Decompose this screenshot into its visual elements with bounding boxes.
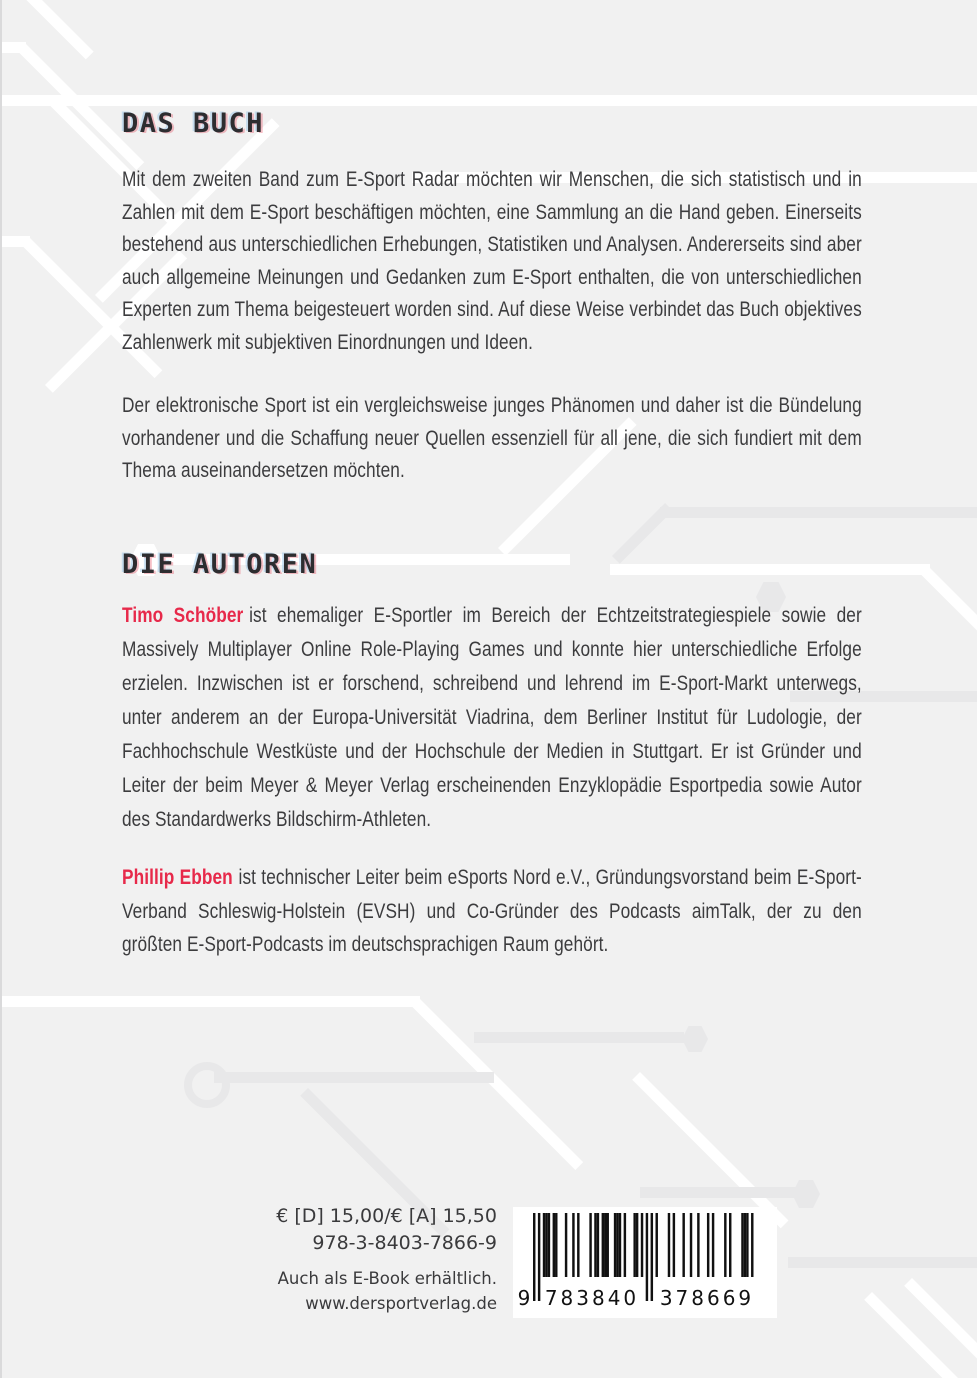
circuit-trace xyxy=(612,503,673,564)
circuit-trace xyxy=(918,564,977,639)
circuit-trace xyxy=(0,996,420,1007)
circuit-pad xyxy=(184,1062,230,1108)
svg-text:378669: 378669 xyxy=(659,1286,755,1309)
spacer xyxy=(230,1257,497,1266)
circuit-trace xyxy=(610,564,930,575)
cover-edge-line xyxy=(0,0,2,1378)
svg-text:9: 9 xyxy=(517,1286,531,1309)
circuit-trace xyxy=(474,1032,684,1043)
circuit-trace xyxy=(0,95,977,106)
author-name: Phillip Ebben xyxy=(122,866,233,889)
isbn-barcode xyxy=(513,1207,777,1318)
book-description-paragraph: Der elektronische Sport ist ein vergleichsweise junges Phänomen und daher ist die Bündelung vorhandener und die Schaffung neuer Quellen essenziell für all jene, die sich fundiert mit dem Thema auseinandersetzen möchten. xyxy=(122,394,862,483)
circuit-pad xyxy=(792,1180,820,1208)
author-name: Timo Schöber xyxy=(122,604,244,627)
book-description-paragraph: Mit dem zweiten Band zum E-Sport Radar möchten wir Menschen, die sich statistisch und in Zahlen mit dem E-Sport beschäftigen möchten, eine Sammlung an die Hand geben. Einerseits bestehend aus unterschiedlichen Erhebungen, Statistiken und Analysen. Andererseits sind aber auch allgemeine Meinungen und Gedanken zum E-Sport enthalten, die von unterschiedlichen Experten zum Thema beigesteuert worden sind. Auf diese Weise verbindet das Buch objektives Zahlenwerk mit subjektiven Einordnungen und Ideen. xyxy=(122,168,862,354)
section-heading-das-buch: DAS BUCH xyxy=(122,108,265,139)
circuit-trace xyxy=(788,1257,977,1268)
circuit-trace xyxy=(632,1072,788,1228)
circuit-trace xyxy=(640,1187,798,1198)
section-heading-die-autoren: DIE AUTOREN xyxy=(122,549,318,580)
barcode-graphic xyxy=(517,1213,767,1309)
author-bio xyxy=(122,861,862,962)
circuit-trace xyxy=(214,1072,494,1083)
circuit-trace xyxy=(660,507,977,518)
pricing-block xyxy=(230,1203,497,1316)
isbn-text: 978-3-8403-7866-9 xyxy=(312,1232,497,1254)
author-bio xyxy=(122,599,862,837)
price-text: € [D] 15,00/€ [A] 15,50 xyxy=(276,1205,497,1227)
circuit-pad xyxy=(682,1026,708,1052)
svg-text:783840: 783840 xyxy=(544,1286,640,1309)
author-bio-text: ist ehemaliger E-Sportler im Bereich der Echtzeitstrategiespiele sowie der Massively Multiplayer Online Role-Playing Games und konnte hier unterschiedliche Erfolge erzielen. Inzwischen ist er forschend, schreibend und lehrend im E-Sport-Markt unterwegs, unter anderem an der Europa-Universität Viadrina, dem Berliner Institut für Ludologie, der Fachhochschule Westküste und der Hochschule der Medien in Stuttgart. Er ist Gründer und Leiter der beim Meyer & Meyer Verlag erscheinenden Enzyklopädie Esportpedia sowie Autor des Standardwerks Bildschirm-Athleten. xyxy=(122,604,862,831)
author-bio-text: ist technischer Leiter beim eSports Nord e.V., Gründungsvorstand beim E-Sport-Verband Schleswig-Holstein (EVSH) und Co-Gründer des Podcasts aimTalk, der zu den größten E-Sport-Podcasts im deutschsprachigen Raum gehört. xyxy=(122,866,862,956)
publisher-website: www.dersportverlag.de xyxy=(305,1294,497,1313)
ebook-note: Auch als E-Book erhältlich. xyxy=(277,1269,497,1288)
